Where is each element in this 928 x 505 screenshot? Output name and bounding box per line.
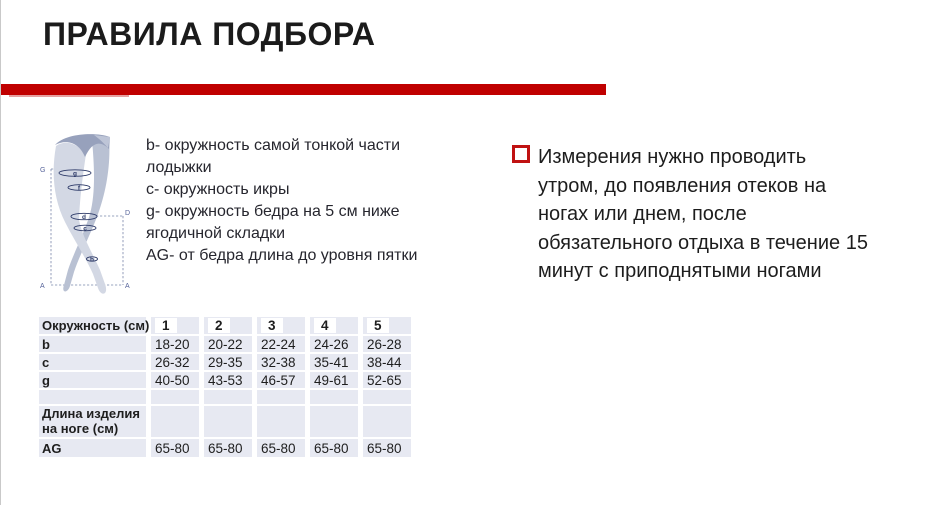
table-cell: 49-61 [310, 372, 358, 388]
measure-def-g: g- окружность бедра на 5 см ниже ягодичной складки [146, 203, 400, 242]
table-spacer-cell [310, 406, 358, 437]
band-label-c: c [83, 225, 87, 233]
table-header-size-3: 3 [257, 317, 305, 334]
corner-label-A-left: A [40, 283, 45, 290]
note-line [512, 143, 912, 172]
table-spacer-cell [204, 390, 252, 404]
note-line: утром, до появления отеков на [538, 174, 827, 197]
table-header-size-4: 4 [310, 317, 358, 334]
measurement-definitions [146, 135, 438, 267]
table-row-label-ag: AG [39, 439, 146, 457]
table-header-size-2: 2 [204, 317, 252, 334]
table-cell: 65-80 [257, 439, 305, 457]
table-cell: 65-80 [204, 439, 252, 457]
table-spacer-cell [39, 390, 146, 404]
measure-def-b: b- окружность самой тонкой части лодыжки [146, 137, 401, 176]
table-spacer-cell [257, 390, 305, 404]
table-row-label-b: b [39, 336, 146, 352]
page-title: ПРАВИЛА ПОДБОРА [43, 16, 376, 52]
table-cell: 26-28 [363, 336, 411, 352]
measure-def-ag: AG- от бедра длина до уровня пятки [146, 247, 418, 264]
table-cell: 52-65 [363, 372, 411, 388]
corner-label-G: G [40, 167, 46, 174]
table-cell: 38-44 [363, 354, 411, 370]
table-cell: 46-57 [257, 372, 305, 388]
corner-label-D: D [125, 210, 131, 217]
table-cell: 20-22 [204, 336, 252, 352]
table-row-label-c: c [39, 354, 146, 370]
table-cell: 35-41 [310, 354, 358, 370]
note-line: обязательного отдыха в течение 15 [538, 231, 868, 254]
table-spacer-cell [363, 390, 411, 404]
band-label-g: g [73, 170, 77, 178]
table-spacer-cell [310, 390, 358, 404]
table-spacer-cell [204, 406, 252, 437]
table-cell: 65-80 [310, 439, 358, 457]
band-label-f: f [77, 184, 81, 192]
table-spacer-cell [257, 406, 305, 437]
legs-measurement-diagram-image [36, 130, 146, 300]
table-cell: 65-80 [363, 439, 411, 457]
table-cell: 65-80 [151, 439, 199, 457]
table-spacer-cell [363, 406, 411, 437]
table-row-label-g: g [39, 372, 146, 388]
table-header-circumference: Окружность (см) [39, 317, 146, 334]
table-length-header: Длина изделия на ноге (см) [39, 406, 146, 437]
size-table [39, 317, 411, 457]
table-spacer-cell [151, 390, 199, 404]
table-cell: 43-53 [204, 372, 252, 388]
table-header-size-1: 1 [151, 317, 199, 334]
red-divider-accent [9, 95, 129, 97]
note-line: ногах или днем, после [538, 203, 747, 225]
table-cell: 24-26 [310, 336, 358, 352]
checkbox-bullet-icon [512, 145, 530, 163]
table-cell: 29-35 [204, 354, 252, 370]
band-label-b: b [90, 256, 94, 264]
note-text: Измерения нужно проводить [538, 146, 807, 168]
table-cell: 32-38 [257, 354, 305, 370]
table-cell: 40-50 [151, 372, 199, 388]
table-spacer-cell [151, 406, 199, 437]
table-cell: 22-24 [257, 336, 305, 352]
measuring-rules-note [512, 143, 912, 286]
measure-def-c: c- окружность икры [146, 181, 290, 198]
table-header-size-5: 5 [363, 317, 411, 334]
note-line: минут с приподнятыми ногами [538, 260, 822, 282]
corner-label-A-right: A [125, 283, 130, 290]
table-cell: 18-20 [151, 336, 199, 352]
table-cell: 26-32 [151, 354, 199, 370]
red-divider-bar [1, 84, 606, 95]
band-label-d: d [82, 213, 86, 221]
